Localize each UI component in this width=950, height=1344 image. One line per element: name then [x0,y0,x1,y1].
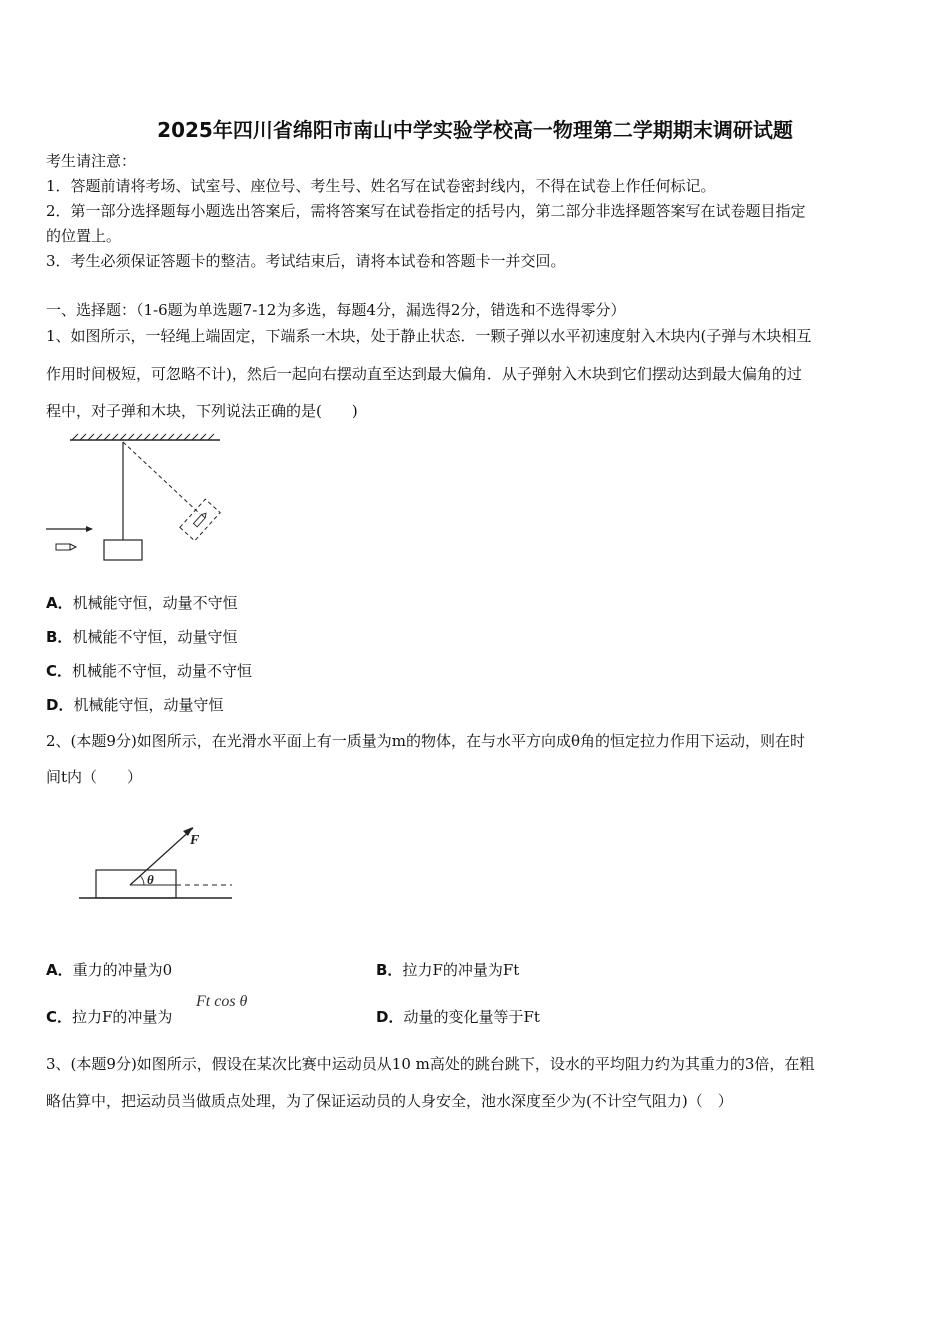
notice-item: 2．第一部分选择题每小题选出答案后，需将答案写在试卷指定的括号内，第二部分非选择题答案写在试卷题目指定 [46,202,806,220]
option-text: 机械能不守恒，动量守恒 [72,628,238,646]
option-letter: D． [376,1008,404,1026]
notice-heading: 考生请注意： [46,152,137,170]
option-letter: C． [46,1008,73,1026]
option-text: 重力的冲量为0 [72,961,173,979]
question-1-text: 作用时间极短，可忽略不计)，然后一起向右摆动直至达到最大偏角．从子弹射入木块到它们摆动达到最大偏角的过 [46,365,802,383]
question-1-text: 程中，对子弹和木块，下列说法正确的是( ) [46,402,358,420]
force-label: F [190,833,200,848]
force-figure [76,820,246,910]
option-b [46,627,237,647]
option-letter: A． [46,961,73,979]
question-2-text: 2、(本题9分)如图所示，在光滑水平面上有一质量为m的物体，在与水平方向成θ角的恒定拉力作用下运动，则在时 [46,732,806,750]
formula-ft-cos-theta: Ft cos θ [196,993,248,1010]
question-3-text: 3、(本题9分)如图所示，假设在某次比赛中运动员从10 m高处的跳台跳下，设水的平均阻力约为其重力的3倍，在粗 [46,1055,815,1073]
option-letter: B． [376,961,403,979]
option-letter: B． [46,628,73,646]
section-heading: 一、选择题：（1-6题为单选题7-12为多选，每题4分，漏选得2分，错选和不选得零分） [46,301,626,319]
option-text: 机械能守恒，动量守恒 [73,696,224,714]
angle-label: θ [147,872,154,887]
notice-item: 的位置上。 [46,227,122,245]
option-text: 拉力F的冲量为Ft [402,961,520,979]
option-letter: D． [46,696,74,714]
option-text: 机械能不守恒，动量不守恒 [72,662,253,680]
question-1-text: 1、如图所示，一轻绳上端固定，下端系一木块，处于静止状态．一颗子弹以水平初速度射入木块内(子弹与木块相互 [46,327,812,345]
option-c [46,661,252,681]
option-d [376,1007,540,1027]
page-title: 2025年四川省绵阳市南山中学实验学校高一物理第二学期期末调研试题 [157,118,793,142]
question-2-text: 间t内（ ） [46,768,143,786]
option-b [376,960,519,980]
option-d [46,695,223,715]
option-text: 动量的变化量等于Ft [403,1008,540,1026]
question-3-text: 略估算中，把运动员当做质点处理，为了保证运动员的人身安全，池水深度至少为(不计空气阻力)（ ） [46,1092,733,1110]
notice-item: 1．答题前请将考场、试室号、座位号、考生号、姓名写在试卷密封线内，不得在试卷上作任何标记。 [46,177,716,195]
option-text: 拉力F的冲量为 [72,1008,173,1026]
option-c [46,1007,172,1027]
option-text: 机械能守恒，动量不守恒 [72,594,238,612]
notice-item: 3．考生必须保证答题卡的整洁。考试结束后，请将本试卷和答题卡一并交回。 [46,252,566,270]
option-letter: A． [46,594,73,612]
option-a [46,960,172,980]
option-letter: C． [46,662,73,680]
option-a [46,593,238,613]
pendulum-figure [40,432,240,572]
